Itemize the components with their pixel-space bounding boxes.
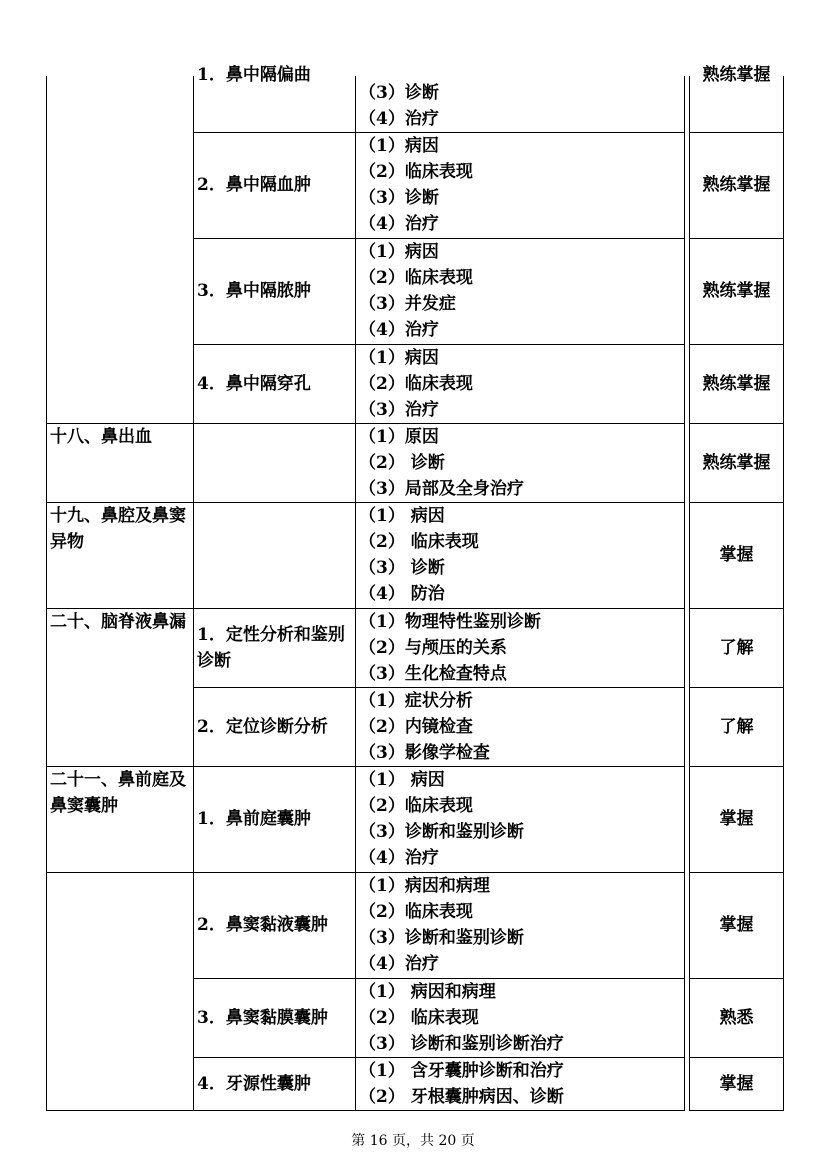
level-cell: 熟练掌握 — [690, 76, 784, 132]
level-cell: 熟练掌握 — [690, 423, 784, 502]
page-number-footer: 第 16 页，共 20 页 — [351, 1133, 475, 1149]
table-row — [47, 608, 784, 687]
content-cell: （1）原因 （2） 诊断 （3）局部及全身治疗 — [356, 423, 685, 502]
level-cell: 掌握 — [690, 766, 784, 872]
content-cell: （1）病因 （2）临床表现 （3）诊断 （4）治疗 — [356, 132, 685, 238]
subtopic-cell: 3．鼻窦黏膜囊肿 — [194, 978, 356, 1057]
table-row — [47, 502, 784, 608]
content-cell: （1） 病因 （2）临床表现 （3）诊断和鉴别诊断 （4）治疗 — [356, 766, 685, 872]
syllabus-table — [46, 65, 784, 1111]
subtopic-cell — [194, 502, 356, 608]
content-cell: （3）诊断 （4）治疗 — [356, 76, 685, 132]
subtopic-cell: 4．牙源性囊肿 — [194, 1057, 356, 1110]
level-cell: 掌握 — [690, 872, 784, 978]
level-cell: 熟练掌握 — [690, 238, 784, 344]
subtopic-cell: 2．定位诊断分析 — [194, 687, 356, 766]
level-cell: 掌握 — [690, 502, 784, 608]
table-row — [47, 423, 784, 502]
subtopic-cell: 3．鼻中隔脓肿 — [194, 238, 356, 344]
level-cell: 了解 — [690, 687, 784, 766]
content-cell: （1）病因 （2）临床表现 （3）并发症 （4）治疗 — [356, 238, 685, 344]
content-cell: （1） 病因和病理 （2） 临床表现 （3） 诊断和鉴别诊断治疗 — [356, 978, 685, 1057]
content-cell: （1）物理特性鉴别诊断 （2）与颅压的关系 （3）生化检查特点 — [356, 608, 685, 687]
content-cell: （1） 含牙囊肿诊断和治疗 （2） 牙根囊肿病因、诊断 — [356, 1057, 685, 1110]
content-cell: （1） 病因 （2） 临床表现 （3） 诊断 （4） 防治 — [356, 502, 685, 608]
topic-cell — [47, 76, 194, 423]
subtopic-cell: 2．鼻窦黏液囊肿 — [194, 872, 356, 978]
table-row — [47, 872, 784, 978]
subtopic-cell: 1．鼻中隔偏曲 — [194, 76, 356, 132]
subtopic-cell: 4．鼻中隔穿孔 — [194, 344, 356, 423]
content-cell: （1）病因和病理 （2）临床表现 （3）诊断和鉴别诊断 （4）治疗 — [356, 872, 685, 978]
content-cell: （1）病因 （2）临床表现 （3）治疗 — [356, 344, 685, 423]
topic-cell: 十八、鼻出血 — [47, 423, 194, 502]
level-cell: 了解 — [690, 608, 784, 687]
level-cell: 掌握 — [690, 1057, 784, 1110]
subtopic-cell — [194, 423, 356, 502]
topic-cell — [47, 872, 194, 1110]
topic-cell: 二十一、鼻前庭及鼻窦囊肿 — [47, 766, 194, 872]
table-row — [47, 766, 784, 872]
level-cell: 熟悉 — [690, 978, 784, 1057]
level-cell: 熟练掌握 — [690, 132, 784, 238]
subtopic-cell: 1．定性分析和鉴别诊断 — [194, 608, 356, 687]
table-row — [47, 76, 784, 132]
subtopic-cell: 2．鼻中隔血肿 — [194, 132, 356, 238]
content-cell: （1）症状分析 （2）内镜检查 （3）影像学检查 — [356, 687, 685, 766]
subtopic-cell: 1．鼻前庭囊肿 — [194, 766, 356, 872]
topic-cell: 十九、鼻腔及鼻窦异物 — [47, 502, 194, 608]
level-cell: 熟练掌握 — [690, 344, 784, 423]
topic-cell: 二十、脑脊液鼻漏 — [47, 608, 194, 766]
